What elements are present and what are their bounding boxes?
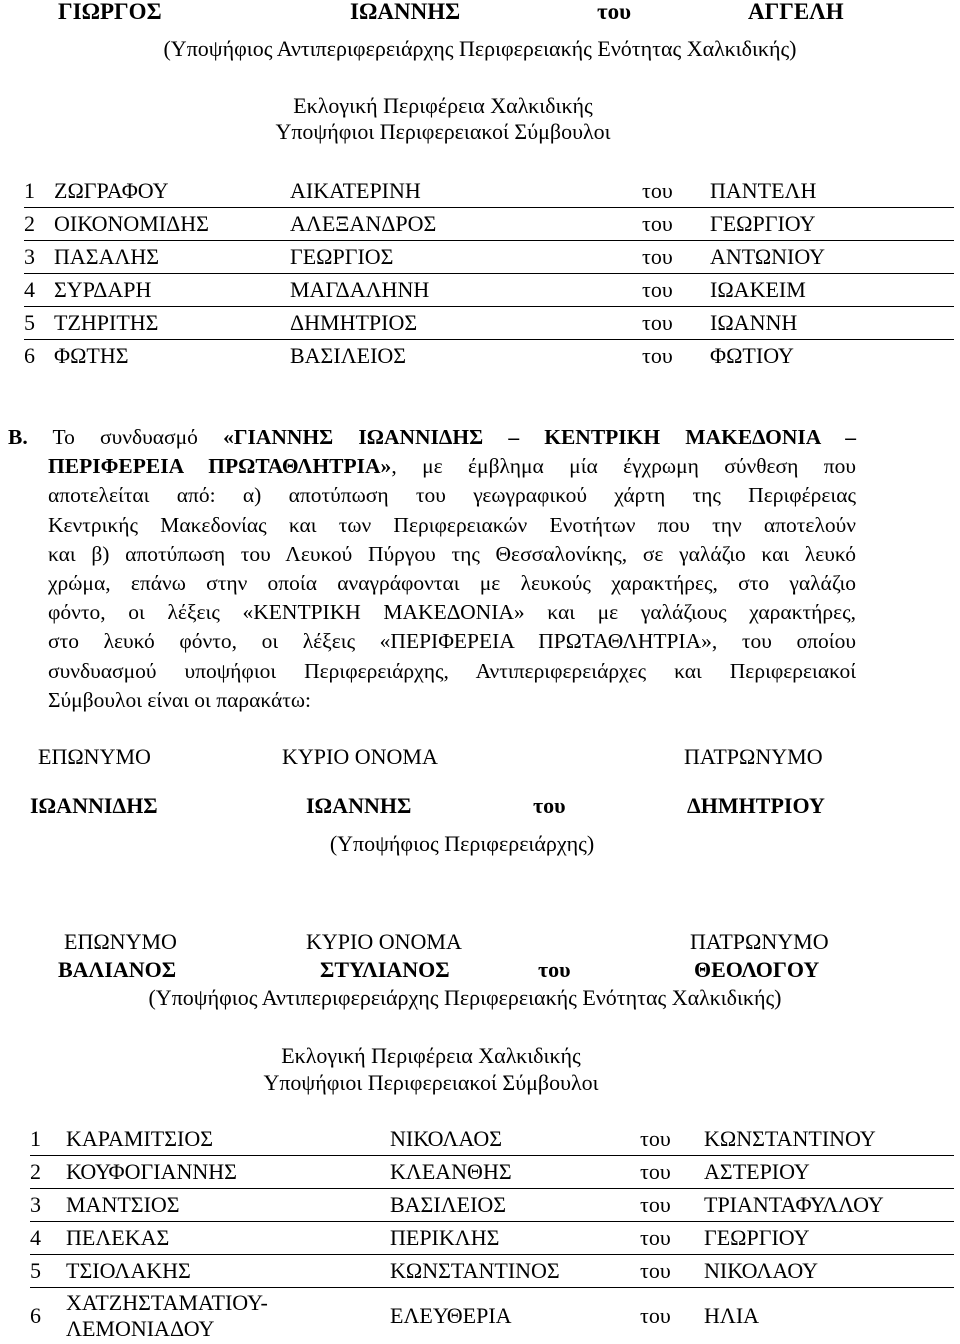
paragraph-line-1 [8,423,856,452]
section2-region: Εκλογική Περιφέρεια Χαλκιδικής [0,1045,862,1067]
top-candidate-role: (Υποψήφιος Αντιπεριφερειάρχης Περιφερειακής Ενότητας Χαλκιδικής) [0,38,960,60]
row-surname: ΚΟΥΦΟΓΙΑΝΝΗΣ [66,1156,390,1189]
regional-head-surname: ΙΩΑΝΝΙΔΗΣ [30,795,158,817]
paragraph-line: φόντο, οι λέξεις «ΚΕΝΤΡΙΚΗ ΜΑΚΕΔΟΝΙΑ» και με γαλάζιους χαρακτήρες, [48,598,856,627]
row-father: ΓΕΩΡΓΙΟΥ [710,208,954,241]
row-number: 1 [24,175,54,208]
row-number: 5 [30,1255,66,1288]
row-name: ΚΛΕΑΝΘΗΣ [390,1156,640,1189]
row-surname: ΠΕΛΕΚΑΣ [66,1222,390,1255]
row-name: ΑΙΚΑΤΕΡΙΝΗ [290,175,642,208]
top-candidate-father: ΑΓΓΕΛΗ [748,0,844,23]
header-name-1: ΚΥΡΙΟ ΟΝΟΜΑ [282,746,438,768]
row-surname: ΤΣΙΟΛΑΚΗΣ [66,1255,390,1288]
paragraph-line-1-text [53,425,857,449]
vice-head-name: ΣΤΥΛΙΑΝΟΣ [320,959,450,981]
row-number: 6 [30,1288,66,1344]
paragraph-line: στο λευκό φόντο, οι λέξεις «ΠΕΡΙΦΕΡΕΙΑ ΠΡΩΤΑΘΛΗΤΡΙΑ», του οποίου [48,627,856,656]
row-tou: του [642,307,710,340]
row-number: 3 [24,241,54,274]
table-row [24,208,954,241]
row-name: ΒΑΣΙΛΕΙΟΣ [290,340,642,373]
row-tou: του [642,241,710,274]
top-candidate-surname: ΓΙΩΡΓΟΣ [58,0,162,23]
row-surname-line1: ΧΑΤΖΗΣΤΑΜΑΤΙΟΥ- [66,1290,390,1316]
paragraph-rest [48,452,856,715]
paragraph-line: αποτελείται από: α) αποτύπωση του γεωγραφικού χάρτη της Περιφέρειας [48,481,856,510]
row-name: ΠΕΡΙΚΛΗΣ [390,1222,640,1255]
regional-head-tou: του [533,795,566,817]
header-father-2: ΠΑΤΡΩΝΥΜΟ [690,931,829,953]
row-surname: ΣΥΡΔΑΡΗ [54,274,290,307]
regional-head-father: ΔΗΜΗΤΡΙΟΥ [687,795,825,817]
paragraph-line: συνδυασμού υποψήφιοι Περιφερειάρχης, Αντιπεριφερειάρχες και Περιφερειακοί [48,657,856,686]
paragraph-line [48,452,856,481]
row-tou: του [640,1288,704,1344]
row-father: ΤΡΙΑΝΤΑΦΥΛΛΟΥ [704,1189,954,1222]
row-father: ΝΙΚΟΛΑΟΥ [704,1255,954,1288]
table-row [30,1189,954,1222]
combination-paragraph [48,423,856,715]
row-father: ΑΣΤΕΡΙΟΥ [704,1156,954,1189]
top-candidate-name: ΙΩΑΝΝΗΣ [350,0,460,23]
row-tou: του [642,208,710,241]
row-tou: του [640,1222,704,1255]
vice-head-role: (Υποψήφιος Αντιπεριφερειάρχης Περιφερειακής Ενότητας Χαλκιδικής) [0,987,930,1009]
table-row [24,175,954,208]
section1-region: Εκλογική Περιφέρεια Χαλκιδικής [0,95,886,117]
row-name: ΓΕΩΡΓΙΟΣ [290,241,642,274]
paragraph-text: Το συνδυασμό [53,425,224,449]
row-surname: ΠΑΣΑΛΗΣ [54,241,290,274]
row-father: ΚΩΝΣΤΑΝΤΙΝΟΥ [704,1123,954,1156]
paragraph-line: Κεντρικής Μακεδονίας και των Περιφερειακών Ενοτήτων που την αποτελούν [48,511,856,540]
row-number: 2 [30,1156,66,1189]
table-row [24,241,954,274]
row-number: 1 [30,1123,66,1156]
section2-table-body [30,1123,954,1344]
row-name: ΝΙΚΟΛΑΟΣ [390,1123,640,1156]
section1-table [24,175,954,372]
row-name: ΜΑΓΔΑΛΗΝΗ [290,274,642,307]
row-surname [66,1288,390,1344]
header-surname-1: ΕΠΩΝΥΜΟ [38,746,151,768]
regional-head-name: ΙΩΑΝΝΗΣ [306,795,411,817]
paragraph-text: , με έμβλημα μία έγχρωμη σύνθεση που [391,454,856,478]
vice-head-father: ΘΕΟΛΟΓΟΥ [694,959,819,981]
top-candidate-tou: του [597,0,631,23]
row-father: ΦΩΤΙΟΥ [710,340,954,373]
row-number: 3 [30,1189,66,1222]
paragraph-line: και β) αποτύπωση του Λευκού Πύργου της Θεσσαλονίκης, σε γαλάζιο και λευκό [48,540,856,569]
table-row [30,1123,954,1156]
row-tou: του [642,175,710,208]
row-name: ΒΑΣΙΛΕΙΟΣ [390,1189,640,1222]
row-tou: του [642,274,710,307]
row-tou: του [642,340,710,373]
row-name: ΚΩΝΣΤΑΝΤΙΝΟΣ [390,1255,640,1288]
table-row [24,274,954,307]
regional-head-role: (Υποψήφιος Περιφερειάρχης) [0,833,924,855]
header-father-1: ΠΑΤΡΩΝΥΜΟ [684,746,823,768]
row-tou: του [640,1255,704,1288]
row-tou: του [640,1156,704,1189]
table-row [24,340,954,373]
section1-subtitle: Υποψήφιοι Περιφερειακοί Σύμβουλοι [0,121,886,143]
table-row [30,1156,954,1189]
row-name: ΑΛΕΞΑΝΔΡΟΣ [290,208,642,241]
table-row [30,1288,954,1344]
row-surname: ΟΙΚΟΝΟΜΙΔΗΣ [54,208,290,241]
table-row [30,1255,954,1288]
row-number: 4 [30,1222,66,1255]
combination-name-part1: «ΓΙΑΝΝΗΣ ΙΩΑΝΝΙΔΗΣ – ΚΕΝΤΡΙΚΗ ΜΑΚΕΔΟΝΙΑ – [223,425,856,449]
row-father: ΑΝΤΩΝΙΟΥ [710,241,954,274]
row-tou: του [640,1123,704,1156]
vice-head-surname: ΒΑΛΙΑΝΟΣ [58,959,176,981]
row-number: 4 [24,274,54,307]
row-surname: ΤΖΗΡΙΤΗΣ [54,307,290,340]
row-name: ΕΛΕΥΘΕΡΙΑ [390,1288,640,1344]
row-number: 5 [24,307,54,340]
combination-name-part2: ΠΕΡΙΦΕΡΕΙΑ ΠΡΩΤΑΘΛΗΤΡΙΑ» [48,454,391,478]
row-number: 2 [24,208,54,241]
row-father: ΓΕΩΡΓΙΟΥ [704,1222,954,1255]
row-number: 6 [24,340,54,373]
vice-head-tou: του [538,959,571,981]
row-surname: ΖΩΓΡΑΦΟΥ [54,175,290,208]
row-tou: του [640,1189,704,1222]
header-name-2: ΚΥΡΙΟ ΟΝΟΜΑ [306,931,462,953]
section2-subtitle: Υποψήφιοι Περιφερειακοί Σύμβουλοι [0,1072,862,1094]
row-surname: ΜΑΝΤΣΙΟΣ [66,1189,390,1222]
row-father: ΗΛΙΑ [704,1288,954,1344]
paragraph-label: Β. [8,425,28,449]
row-surname: ΚΑΡΑΜΙΤΣΙΟΣ [66,1123,390,1156]
table-row [30,1222,954,1255]
paragraph-line: Σύμβουλοι είναι οι παρακάτω: [48,686,856,715]
section1-table-body [24,175,954,372]
row-father: ΠΑΝΤΕΛΗ [710,175,954,208]
paragraph-line: χρώμα, επάνω στην οποία αναγράφονται με λευκούς χαρακτήρες, στο γαλάζιο [48,569,856,598]
table-row [24,307,954,340]
row-father: ΙΩΑΚΕΙΜ [710,274,954,307]
header-surname-2: ΕΠΩΝΥΜΟ [64,931,177,953]
row-surname-line2: ΛΕΜΟΝΙΑΔΟΥ [66,1316,390,1342]
row-name: ΔΗΜΗΤΡΙΟΣ [290,307,642,340]
row-father: ΙΩΑΝΝΗ [710,307,954,340]
section2-table [30,1123,954,1344]
row-surname: ΦΩΤΗΣ [54,340,290,373]
